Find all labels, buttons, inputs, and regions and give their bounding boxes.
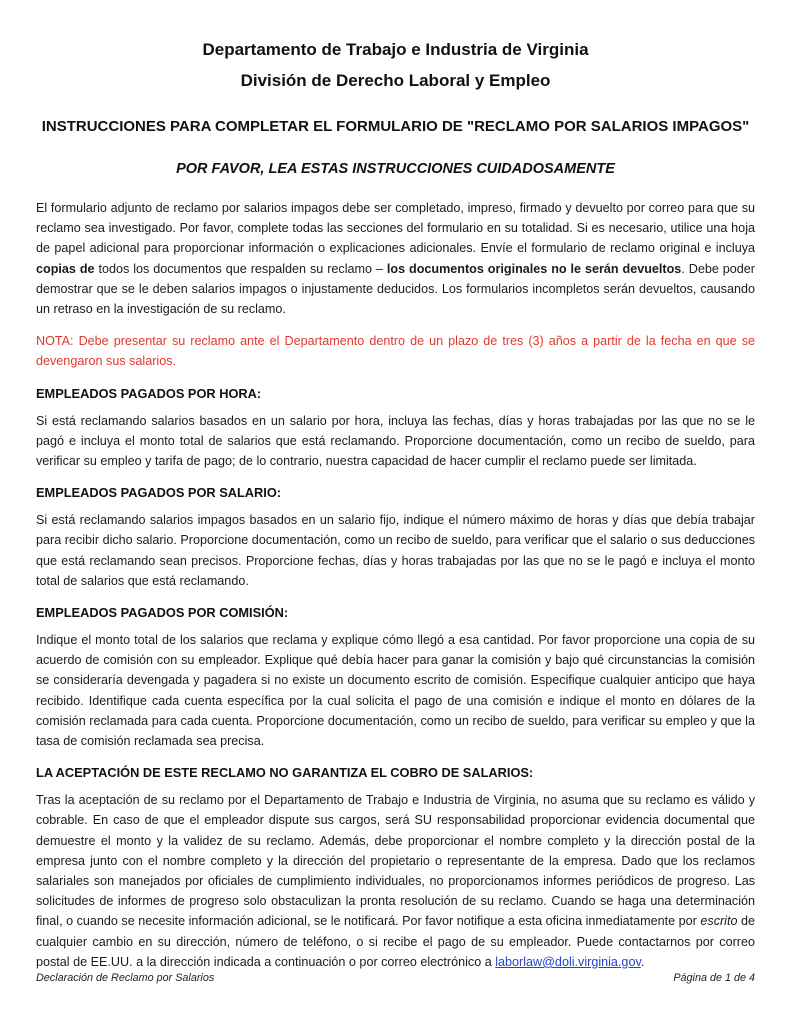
footer-page-number: Página de 1 de 4 — [673, 972, 755, 984]
nota-warning-paragraph: NOTA: Debe presentar su reclamo ante el Departamento dentro de un plazo de tres (3) años a partir de la fecha en que se devengaron sus salarios. — [36, 334, 755, 369]
intro-bold-originals: los documentos originales no le serán devueltos — [386, 261, 682, 276]
intro-text-3: . Debe poder demostrar que se le deben salarios impagos o injustamente deducidos. Los formularios incompletos serán devueltos, causando un retraso en la investigación de su reclamo. — [36, 261, 755, 317]
section-body-commission: Indique el monto total de los salarios que reclama y explique cómo llegó a esa cantidad. Por favor proporcione una copia de su acuerdo de comisión con su empleador. Explique qué debía hacer para ganar la comisión y bajo qué circunstancias la comisión se consideraría devengada y pagadera si no existe un documento escrito de comisión. Especifique cualquier anticipo que haya recibido. Identifique cada cuenta específica por la cual solicita el pago de una comisión e indique el monto en dólares de la comisión reclamada para cada cuenta. Proporcione documentación, como un recibo de sueldo, para verificar su empleo y que la tasa de comisión reclamada sea precisa. — [36, 633, 755, 749]
footer-doc-title: Declaración de Reclamo por Salarios — [36, 972, 215, 984]
page-footer — [36, 972, 755, 984]
section-body-hourly: Si está reclamando salarios basados en un salario por hora, incluya las fechas, días y horas trabajadas por las que no se le pagó e incluya el monto total de salarios que está reclamando. Proporcione documentación, como un recibo de sueldo, para verificar su empleo y tarifa de pago; de lo contrario, nuestra capacidad de hacer cumplir el reclamo puede ser limitada. — [36, 413, 755, 469]
section-heading-commission: EMPLEADOS PAGADOS POR COMISIÓN: — [36, 605, 289, 621]
section-heading-acceptance: LA ACEPTACIÓN DE ESTE RECLAMO NO GARANTIZA EL COBRO DE SALARIOS: — [36, 765, 534, 781]
section-heading-hourly: EMPLEADOS PAGADOS POR HORA: — [36, 385, 262, 401]
section-body-salaried: Si está reclamando salarios impagos basados en un salario fijo, indique el número máximo de horas y días que debía trabajar para recibir dicho salario. Proporcione documentación, como un recibo de sueldo, para verificar que el salario o sus deducciones que está reclamando sean precisos. Proporcione fechas, días y horas trabajadas por las que no se le pagó e incluya el monto total de salarios que está reclamando. — [36, 513, 755, 588]
section-acceptance — [36, 765, 755, 972]
section-commission — [36, 605, 755, 751]
read-carefully-heading: POR FAVOR, LEA ESTAS INSTRUCCIONES CUIDADOSAMENTE — [176, 161, 615, 177]
intro-paragraph — [36, 198, 755, 319]
section-salaried — [36, 485, 755, 591]
acceptance-text-2: de cualquier cambio en su dirección, número de teléfono, o si recibe el pago de su empleador. Puede contactarnos por correo postal de EE.UU. a la dirección indicada a continuación o por correo electrónico a — [36, 914, 755, 969]
acceptance-italic-escrito: escrito — [700, 914, 738, 929]
acceptance-text-1: Tras la aceptación de su reclamo por el Departamento de Trabajo e Industria de Virginia, no asuma que su reclamo es válido y cobrable. En caso de que el empleador dispute sus cargos, será SU responsabilidad proporcionar evidencia documental que demuestre el monto y la validez de su reclamo. Además, debe proporcionar el nombre completo y la dirección postal de la empresa junto con el nombre completo y la dirección del propietario o representante de la empresa. Dado que los reclamos salariales son manejados por oficiales de cumplimiento individuales, no proporcionamos informes periódicos de progreso. Las solicitudes de informes de progreso solo obstaculizan la pronta resolución de su reclamo. Cuando se haga una determinación final, o cuando se necesite información adicional, se le notificará. Por favor notifique a esta oficina inmediatamente por — [36, 793, 755, 929]
department-title: Departamento de Trabajo e Industria de Virginia — [202, 40, 589, 59]
acceptance-text-3: . — [640, 954, 645, 969]
intro-bold-copies: copias de — [36, 261, 95, 276]
section-body-acceptance — [36, 790, 755, 972]
intro-text-2: todos los documentos que respalden su reclamo – — [94, 261, 387, 276]
division-title: División de Derecho Laboral y Empleo — [240, 71, 551, 90]
form-instructions-heading: INSTRUCCIONES PARA COMPLETAR EL FORMULARIO DE "RECLAMO POR SALARIOS IMPAGOS" — [41, 118, 750, 135]
section-heading-salaried: EMPLEADOS PAGADOS POR SALARIO: — [36, 485, 282, 501]
section-hourly — [36, 386, 755, 472]
email-link[interactable]: laborlaw@doli.virginia.gov — [495, 954, 641, 969]
intro-text-1: El formulario adjunto de reclamo por salarios impagos debe ser completado, impreso, firmado y devuelto por correo para que su reclamo sea investigado. Por favor, complete todas las secciones del formulario en su totalidad. Si es necesario, utilice una hoja de papel adicional para proporcionar información o explicaciones adicionales. Envíe el formulario de reclamo original e incluya — [36, 201, 755, 256]
